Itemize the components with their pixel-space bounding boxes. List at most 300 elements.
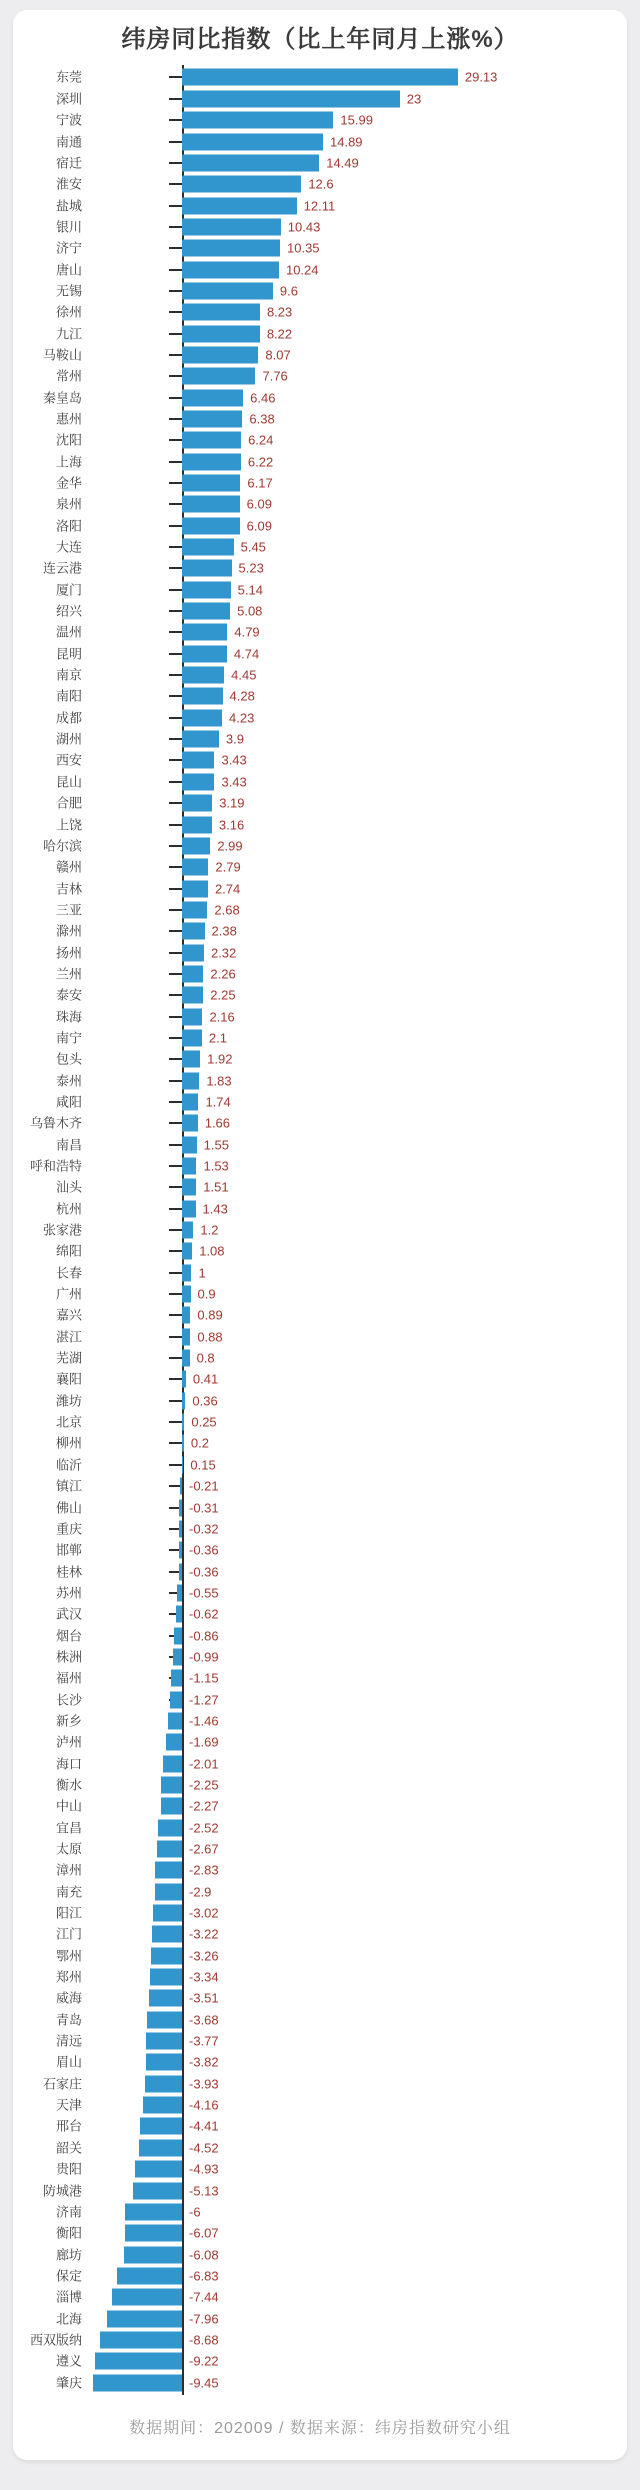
bar (182, 346, 258, 363)
bar (182, 154, 319, 171)
category-label: 秦皇岛 (42, 390, 82, 406)
bar-row (13, 1902, 627, 1923)
bar-row (13, 1561, 627, 1582)
value-label: -0.36 (189, 1564, 219, 1580)
category-label: 泸州 (55, 1734, 82, 1750)
axis-tick (169, 290, 182, 292)
bar (182, 581, 231, 598)
category-label: 郑州 (55, 1969, 82, 1985)
value-label: 1.55 (203, 1137, 229, 1153)
value-label: 3.9 (225, 731, 244, 747)
value-label: 0.41 (192, 1371, 219, 1387)
bar-row (13, 2265, 627, 2286)
value-label: -0.62 (189, 1606, 219, 1622)
value-label: -7.96 (189, 2311, 219, 2327)
value-label: 2.32 (210, 945, 237, 961)
bar-row (13, 536, 627, 557)
category-label: 昆明 (55, 646, 82, 662)
bar (182, 560, 232, 577)
bar-row (13, 1177, 627, 1198)
category-label: 潍坊 (55, 1393, 82, 1409)
bar-row (13, 387, 627, 408)
category-label: 常州 (55, 368, 82, 384)
value-label: -0.36 (189, 1542, 219, 1558)
bar (182, 410, 242, 427)
bar (182, 539, 234, 556)
value-label: 0.25 (191, 1414, 217, 1430)
value-label: 12.6 (308, 176, 334, 192)
category-label: 绍兴 (55, 603, 82, 619)
bar-row (13, 1241, 627, 1262)
value-label: -4.93 (189, 2161, 219, 2177)
category-label: 北京 (55, 1414, 82, 1430)
axis-tick (169, 866, 182, 868)
axis-tick (169, 546, 182, 548)
value-label: -2.9 (189, 1884, 212, 1900)
category-label: 咸阳 (55, 1094, 82, 1110)
value-label: 1 (198, 1265, 206, 1281)
category-label: 南阳 (55, 688, 82, 704)
category-label: 南昌 (55, 1137, 82, 1153)
axis-tick (169, 98, 182, 100)
bar-row (13, 2052, 627, 2073)
bar (182, 1051, 200, 1068)
category-label: 合肥 (55, 795, 82, 811)
value-label: 2.16 (209, 1009, 235, 1025)
category-label: 武汉 (55, 1606, 82, 1622)
category-label: 吉林 (55, 881, 82, 897)
value-label: 6.22 (247, 454, 274, 470)
category-label: 南通 (55, 134, 82, 149)
axis-tick (169, 567, 182, 569)
bar (146, 2033, 182, 2050)
category-label: 兰州 (55, 966, 82, 982)
bar (177, 1584, 182, 1601)
value-label: -2.83 (189, 1862, 219, 1878)
bar-row (13, 515, 627, 536)
bar-row (13, 1604, 627, 1625)
bar-row (13, 2073, 627, 2094)
bar-row (13, 2287, 627, 2308)
bar (179, 1520, 182, 1537)
bar-row (13, 1091, 627, 1112)
value-label: 9.6 (279, 283, 298, 299)
bar-row (13, 2116, 627, 2137)
bar (117, 2267, 182, 2284)
value-label: 5.08 (237, 603, 263, 619)
value-label: 4.23 (229, 710, 255, 726)
axis-tick (169, 1186, 182, 1188)
category-label: 太原 (55, 1841, 82, 1857)
value-label: -3.93 (189, 2076, 219, 2092)
bar-row (13, 1860, 627, 1881)
bar (182, 1136, 197, 1153)
bar (182, 261, 279, 278)
bar (182, 325, 260, 342)
category-label: 石家庄 (42, 2076, 82, 2092)
bar (182, 1072, 199, 1089)
category-label: 银川 (55, 219, 82, 235)
value-label: 3.43 (221, 752, 247, 768)
value-label: -6 (189, 2204, 201, 2220)
bar-chart (13, 67, 627, 2393)
category-label: 西安 (55, 752, 82, 768)
axis-tick (169, 525, 182, 527)
chart-title: 纬房同比指数（比上年同月上涨%） (121, 26, 519, 53)
value-label: -0.55 (189, 1585, 219, 1601)
value-label: -0.21 (189, 1478, 219, 1494)
bar-row (13, 2201, 627, 2222)
bar (146, 2054, 182, 2071)
value-label: 23 (406, 91, 422, 107)
value-label: 3.16 (218, 817, 245, 832)
category-label: 厦门 (55, 582, 82, 598)
value-label: 2.99 (217, 838, 243, 854)
bar-row (13, 1155, 627, 1176)
bar-row (13, 1113, 627, 1134)
category-label: 九江 (55, 326, 82, 342)
category-label: 湛江 (55, 1329, 82, 1345)
category-label: 湖州 (55, 731, 82, 747)
category-label: 三亚 (55, 902, 82, 918)
axis-tick (169, 1272, 182, 1274)
axis-tick (169, 76, 182, 78)
category-label: 汕头 (55, 1179, 82, 1195)
bar (182, 69, 458, 86)
value-label: 0.89 (197, 1307, 223, 1323)
bar-row (13, 2308, 627, 2329)
axis-tick (169, 375, 182, 377)
category-label: 镇江 (55, 1478, 82, 1494)
bar (182, 517, 240, 534)
bar-row (13, 1369, 627, 1390)
category-label: 惠州 (55, 411, 82, 427)
bar (182, 923, 205, 940)
category-label: 绵阳 (55, 1243, 82, 1259)
axis-tick (169, 1421, 182, 1423)
value-label: 2.79 (215, 859, 241, 875)
value-label: 15.99 (340, 112, 373, 128)
axis-tick (169, 695, 182, 697)
bar-row (13, 2009, 627, 2030)
bar-row (13, 472, 627, 493)
value-label: -8.68 (189, 2332, 219, 2348)
value-label: 2.26 (210, 966, 236, 982)
category-label: 肇庆 (55, 2375, 82, 2391)
category-label: 海口 (55, 1756, 82, 1772)
bar-row (13, 1454, 627, 1475)
value-label: 5.45 (240, 539, 266, 555)
category-label: 济宁 (55, 240, 82, 256)
bar (182, 880, 208, 897)
bar (182, 731, 219, 748)
axis-tick (169, 1101, 182, 1103)
bar (182, 197, 297, 214)
value-label: 1.66 (204, 1115, 231, 1131)
bar (182, 816, 212, 833)
value-label: 6.09 (246, 518, 272, 534)
bar (125, 2203, 182, 2220)
category-label: 防城港 (42, 2183, 82, 2198)
category-label: 珠海 (55, 1009, 82, 1025)
bar (182, 389, 243, 406)
bar-row (13, 1838, 627, 1859)
value-label: 0.8 (196, 1350, 215, 1366)
bar-row (13, 579, 627, 600)
value-label: -6.83 (189, 2268, 219, 2284)
category-label: 烟台 (55, 1628, 82, 1644)
value-label: 6.38 (249, 411, 275, 427)
axis-tick (169, 1464, 182, 1466)
value-label: 4.74 (233, 646, 260, 662)
axis-tick (169, 503, 182, 505)
axis-tick (169, 1058, 182, 1060)
bar-row (13, 366, 627, 387)
bar (182, 1179, 196, 1196)
category-label: 南宁 (55, 1030, 82, 1046)
category-label: 呼和浩特 (29, 1158, 82, 1174)
bar-row (13, 1796, 627, 1817)
value-label: 0.9 (197, 1286, 216, 1302)
category-label: 天津 (55, 2097, 82, 2113)
category-label: 佛山 (55, 1500, 82, 1515)
bar-row (13, 152, 627, 173)
value-label: 5.23 (238, 560, 264, 576)
bar-row (13, 1305, 627, 1326)
bar-row (13, 2137, 627, 2158)
bar-row (13, 109, 627, 130)
category-label: 衡阳 (55, 2225, 82, 2241)
bar-row (13, 2351, 627, 2372)
category-label: 深圳 (55, 91, 82, 107)
value-label: -6.07 (189, 2225, 219, 2241)
value-label: 2.38 (211, 923, 237, 939)
bar (151, 1947, 182, 1964)
bar (166, 1734, 182, 1751)
bar (125, 2225, 182, 2242)
axis-tick (169, 1357, 182, 1359)
bar (182, 795, 212, 812)
value-label: -3.02 (189, 1905, 219, 1921)
bar (182, 1115, 198, 1132)
bar-row (13, 1966, 627, 1987)
bar-row (13, 899, 627, 920)
axis-tick (169, 1442, 182, 1444)
axis-tick (169, 226, 182, 228)
category-label: 韶关 (55, 2140, 82, 2156)
axis-tick (169, 183, 182, 185)
value-label: -4.52 (189, 2140, 219, 2156)
value-label: 4.28 (229, 688, 255, 704)
value-label: -0.86 (189, 1628, 219, 1644)
bar (158, 1819, 182, 1836)
category-label: 上海 (55, 454, 82, 470)
value-label: 10.35 (287, 240, 320, 256)
category-label: 广州 (55, 1286, 82, 1302)
category-label: 包头 (55, 1051, 82, 1067)
axis-tick (169, 418, 182, 420)
category-label: 芜湖 (55, 1350, 82, 1366)
category-label: 哈尔滨 (42, 838, 82, 854)
value-label: 0.88 (197, 1329, 223, 1345)
bar (182, 752, 214, 769)
axis-tick (169, 802, 182, 804)
value-label: -0.31 (189, 1500, 219, 1515)
axis-tick (169, 589, 182, 591)
value-label: 0.36 (192, 1393, 218, 1409)
bar-row (13, 344, 627, 365)
bar (180, 1478, 182, 1495)
category-label: 鄂州 (55, 1948, 82, 1964)
category-label: 衡水 (55, 1777, 82, 1793)
bar (163, 1755, 182, 1772)
bar (182, 1286, 191, 1303)
bar-row (13, 1774, 627, 1795)
bar (182, 1029, 202, 1046)
bar (182, 304, 260, 321)
bar (179, 1542, 182, 1559)
bar (153, 1905, 182, 1922)
category-label: 上饶 (55, 817, 82, 832)
bar-row (13, 686, 627, 707)
bar-row (13, 1390, 627, 1411)
axis-tick (169, 653, 182, 655)
bar (168, 1712, 182, 1729)
value-label: 14.49 (326, 155, 359, 171)
bar-row (13, 792, 627, 813)
bar (107, 2310, 182, 2327)
category-label: 滁州 (55, 923, 82, 939)
bar (179, 1563, 182, 1580)
category-label: 宜昌 (55, 1820, 82, 1836)
bar-row (13, 131, 627, 152)
value-label: -0.99 (189, 1649, 219, 1665)
category-label: 阳江 (55, 1905, 82, 1921)
bar-row (13, 1817, 627, 1838)
axis-tick (169, 141, 182, 143)
value-label: 10.24 (285, 262, 319, 278)
bar-row (13, 2094, 627, 2115)
bar (135, 2161, 182, 2178)
value-label: 12.11 (303, 198, 336, 214)
bar-row (13, 2329, 627, 2350)
bar (155, 1883, 182, 1900)
category-label: 洛阳 (55, 518, 82, 534)
axis-tick (169, 311, 182, 313)
value-label: -3.82 (189, 2054, 219, 2070)
bar (182, 112, 333, 129)
category-label: 遵义 (55, 2353, 82, 2369)
bar-row (13, 1732, 627, 1753)
axis-tick (169, 888, 182, 890)
axis-tick (169, 1165, 182, 1167)
bar (182, 496, 240, 513)
bar-row (13, 1540, 627, 1561)
category-label: 大连 (55, 539, 82, 555)
axis-tick (169, 610, 182, 612)
axis-tick (169, 1080, 182, 1082)
category-label: 南京 (55, 667, 82, 683)
value-label: 1.92 (207, 1051, 233, 1067)
value-label: -1.27 (189, 1692, 219, 1708)
bar-row (13, 963, 627, 984)
value-label: 4.45 (231, 667, 257, 683)
bar-row (13, 921, 627, 942)
value-label: 5.14 (237, 582, 263, 598)
value-label: 7.76 (262, 368, 288, 384)
value-label: 2.74 (214, 881, 241, 897)
bar-row (13, 1582, 627, 1603)
axis-tick (169, 397, 182, 399)
bar (182, 1435, 184, 1452)
category-label: 扬州 (55, 945, 82, 961)
axis-tick (169, 1229, 182, 1231)
value-label: -2.25 (189, 1777, 219, 1793)
category-label: 襄阳 (55, 1371, 82, 1387)
category-label: 乌鲁木齐 (29, 1115, 82, 1131)
value-label: -5.13 (189, 2183, 219, 2198)
axis-tick (169, 738, 182, 740)
value-label: 14.89 (330, 134, 363, 149)
bar (95, 2353, 182, 2370)
axis-tick (169, 439, 182, 441)
category-label: 柳州 (55, 1435, 82, 1451)
bar-row (13, 1027, 627, 1048)
bar (100, 2331, 182, 2348)
bar (182, 645, 227, 662)
bar (182, 475, 240, 492)
bar (182, 667, 224, 684)
value-label: 2.25 (210, 987, 236, 1003)
axis-tick (169, 781, 182, 783)
category-label: 成都 (55, 710, 82, 726)
category-label: 中山 (55, 1798, 82, 1814)
bar-row (13, 174, 627, 195)
value-label: 0.15 (190, 1457, 216, 1473)
bar (182, 453, 241, 470)
category-label: 唐山 (55, 262, 82, 278)
bar-row (13, 1625, 627, 1646)
bar (93, 2374, 182, 2391)
category-label: 青岛 (55, 2012, 82, 2028)
bar-row (13, 238, 627, 259)
bar (182, 176, 301, 193)
chart-card (13, 10, 627, 2460)
bar-row (13, 622, 627, 643)
bar (182, 1222, 193, 1239)
bar (182, 859, 208, 876)
category-label: 泰州 (55, 1073, 82, 1089)
bar (140, 2118, 182, 2135)
bar (173, 1648, 182, 1665)
bar-row (13, 643, 627, 664)
value-label: 1.08 (199, 1243, 225, 1259)
value-label: 1.83 (206, 1073, 232, 1089)
axis-tick (169, 119, 182, 121)
category-label: 邯郸 (55, 1542, 82, 1558)
category-label: 金华 (55, 475, 82, 491)
axis-tick (169, 461, 182, 463)
value-label: 6.24 (248, 432, 274, 448)
axis-tick (169, 354, 182, 356)
bar-row (13, 857, 627, 878)
bar-row (13, 1475, 627, 1496)
bar (171, 1670, 182, 1687)
bar (182, 837, 210, 854)
axis-tick (169, 205, 182, 207)
category-label: 漳州 (55, 1862, 82, 1878)
category-label: 赣州 (55, 859, 82, 875)
